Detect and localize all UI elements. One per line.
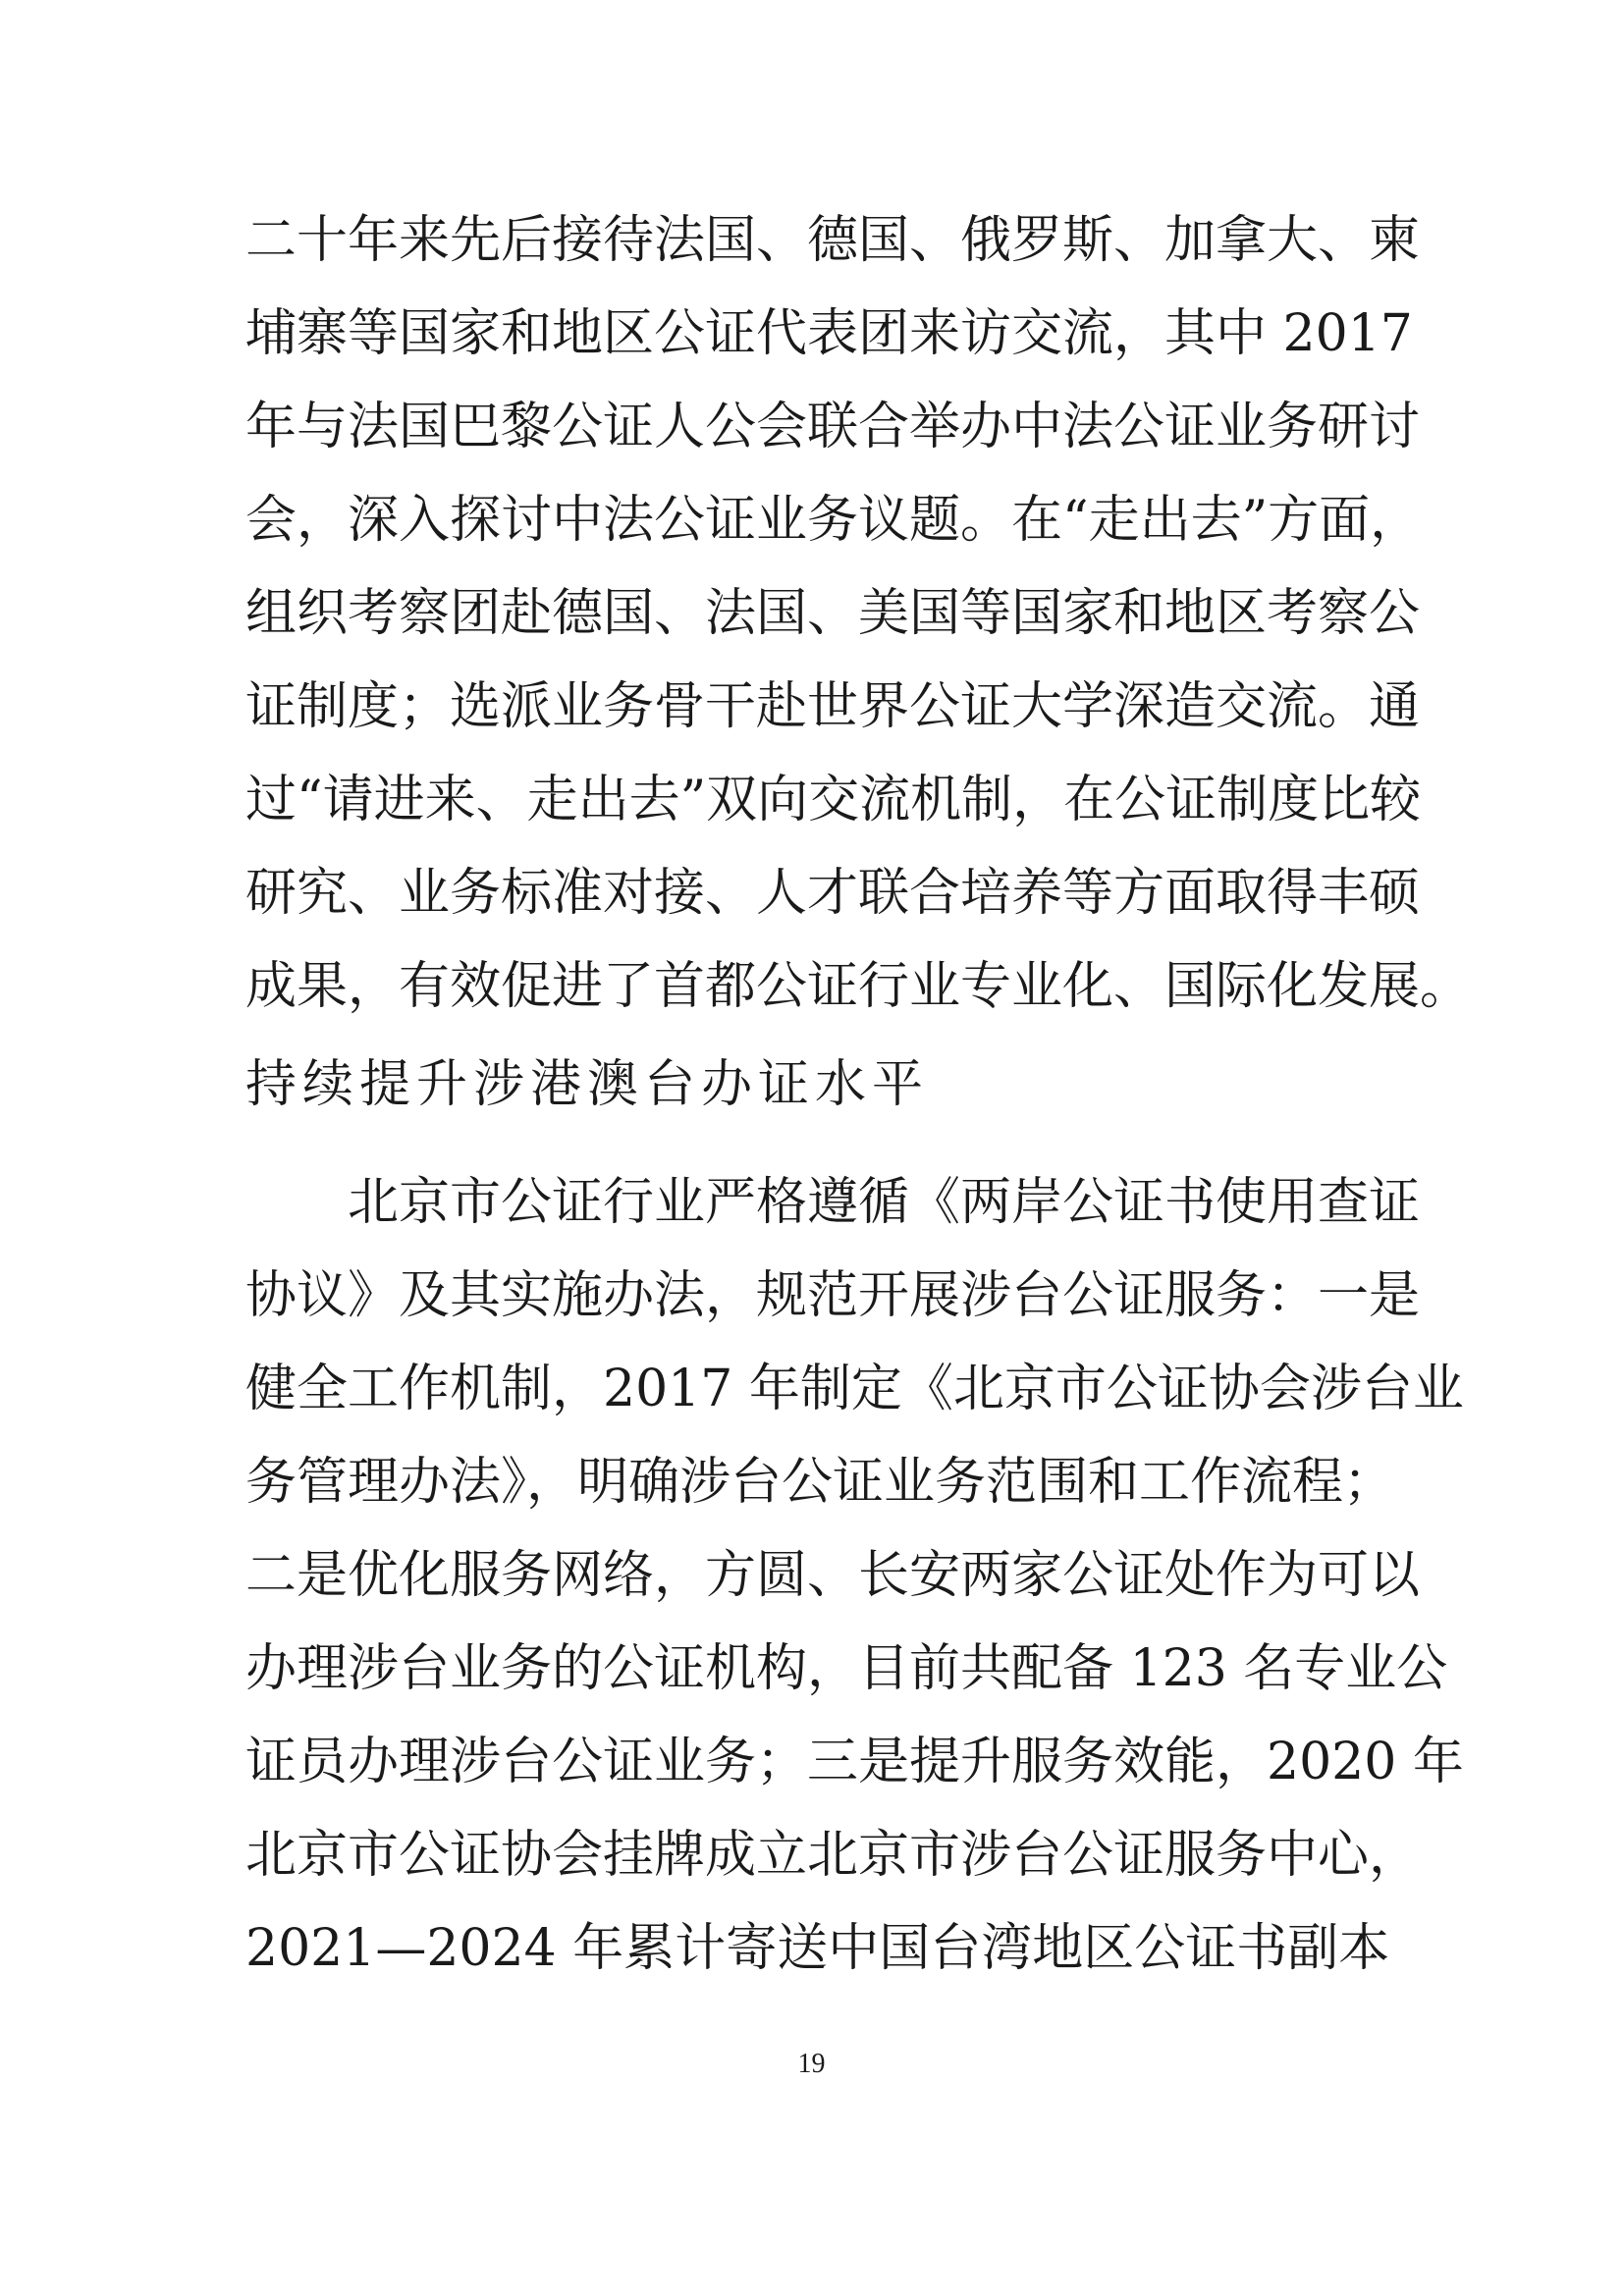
page-number: 19 bbox=[797, 2049, 826, 2079]
paragraph-1-line-1: 二十年来先后接待法国、德国、俄罗斯、加拿大、柬 bbox=[245, 211, 1421, 270]
paragraph-2-line-4: 务管理办法》，明确涉台公证业务范围和工作流程； bbox=[245, 1453, 1395, 1512]
paragraph-2-line-9: 2021—2024 年累计寄送中国台湾地区公证书副本 bbox=[245, 1919, 1390, 1978]
paragraph-2-line-6: 办理涉台业务的公证机构，目前共配备 123 名专业公 bbox=[245, 1639, 1448, 1698]
paragraph-2-line-7: 证员办理涉台公证业务；三是提升服务效能，2020 年 bbox=[245, 1733, 1464, 1791]
paragraph-2-line-2: 协议》及其实施办法，规范开展涉台公证服务：一是 bbox=[245, 1266, 1421, 1325]
paragraph-1-line-4: 会，深入探讨中法公证业务议题。在“走出去”方面， bbox=[245, 491, 1422, 550]
paragraph-1-line-9: 成果，有效促进了首都公证行业专业化、国际化发展。 bbox=[245, 957, 1472, 1016]
paragraph-1-line-6: 证制度；选派业务骨干赴世界公证大学深造交流。通 bbox=[245, 677, 1421, 736]
paragraph-1-line-8: 研究、业务标准对接、人才联合培养等方面取得丰硕 bbox=[245, 864, 1421, 923]
paragraph-1-line-2: 埔寨等国家和地区公证代表团来访交流，其中 2017 bbox=[245, 304, 1413, 363]
paragraph-2-line-5: 二是优化服务网络，方圆、长安两家公证处作为可以 bbox=[245, 1546, 1421, 1605]
paragraph-1-line-3: 年与法国巴黎公证人公会联合举办中法公证业务研讨 bbox=[245, 398, 1421, 456]
section-heading: 持续提升涉港澳台办证水平 bbox=[245, 1055, 930, 1114]
paragraph-2-line-3: 健全工作机制，2017 年制定《北京市公证协会涉台业 bbox=[245, 1360, 1464, 1418]
paragraph-1-line-7: 过“请进来、走出去”双向交流机制，在公证制度比较 bbox=[245, 771, 1422, 829]
paragraph-2-line-1: 北京市公证行业严格遵循《两岸公证书使用查证 bbox=[348, 1173, 1421, 1232]
paragraph-2-line-8: 北京市公证协会挂牌成立北京市涉台公证服务中心， bbox=[245, 1826, 1421, 1885]
paragraph-1-line-5: 组织考察团赴德国、法国、美国等国家和地区考察公 bbox=[245, 584, 1421, 643]
